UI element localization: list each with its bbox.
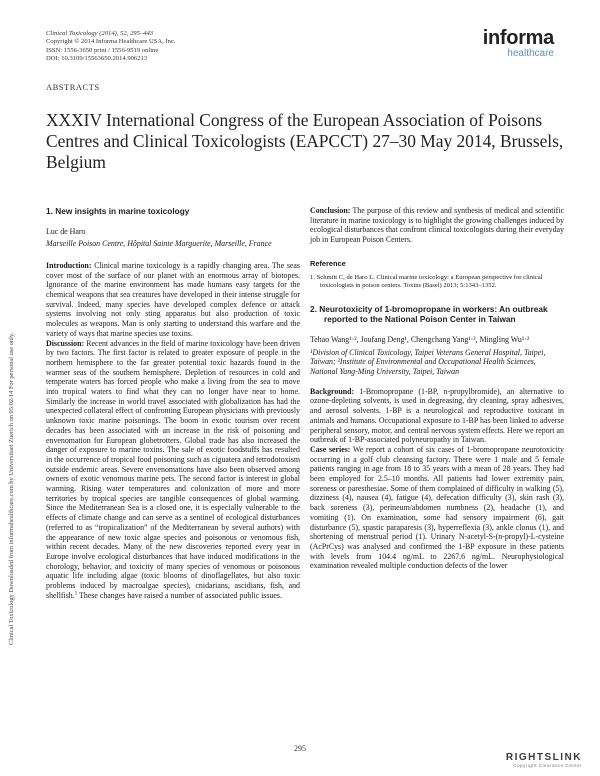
bg-text: 1-Bromopropane (1-BP, n-propylbromide), an alternative to ozone-depleting solvents, is used in degreasing, dry cleaning, spray adhesives, and aerosol solvents. 1-BP is a neurological and reproductive toxicant in animals and humans. Occupational exposure to 1-BP has been linked to adverse peripheral sensory, motor, and central nervous system effects. Here we report an outbreak of 1-BP-associated polyneuropathy in Taiwan. [310, 386, 564, 445]
concl-text: The purpose of this review and synthesis of medical and scientific literature in marine toxicology is to highlight the growing challenges induced by ecological disturbances that confront clinical toxicologists during their everyday job in European Poison Centers. [310, 206, 564, 245]
section-label: ABSTRACTS [46, 82, 100, 92]
case-lead: Case series: [310, 444, 351, 454]
copyright-line: Copyright © 2014 Informa Healthcare USA, Inc. [46, 38, 176, 46]
abstract-1-affiliation: Marseille Poison Centre, Hôpital Sainte Marguerite, Marseille, France [46, 239, 272, 249]
brand-sub: healthcare [507, 48, 554, 59]
abstract-2-authors: Tehao Wang¹·², Joufang Deng¹, Chengchang Yang¹·², Mingling Wu¹·² [310, 334, 530, 344]
brand-name: informa [482, 27, 554, 49]
case-text: We report a cohort of six cases of 1-bromopropane neurotoxicity occurring in a golf club cleansing factory. There were 1 male and 5 female patients ranging in age from 18 to 35 years with a mean of 28 years. They had been employed for 2.5–10 months. All patients had lower extremity pain, soreness or paresthesiae. Some of them complained of difficulty in walking (5), dizziness (4), nausea (4), fatigue (4), defecation difficulty (3), skin rash (3), back soreness (3), perineum/abdomen numbness (2), headache (1), and vomiting (1). On examination, some had sensory impairment (6), gait disturbance (5), spastic paraparesis (3), hyperreflexia (3), ankle clonus (1), and shortening of menstrual period (1). Urinary N-acetyl-S-(n-propyl)-L-cysteine (AcPrCys) was analysed and confirmed the 1-BP exposure in these patients with levels from 104.4 ng/mL to 2267.6 ng/mL. Neurophysiological examination revealed multiple conduction defects of the lower [310, 444, 564, 571]
abstract-2-background [310, 387, 564, 445]
abstract-1-introduction [46, 261, 300, 339]
disc-lead: Discussion: [46, 338, 85, 348]
sidebar-note-text: Clinical Toxicology Downloaded from informahealthcare.com by Universitaet Zuerich on 05/02/14 For personal use only. [8, 332, 15, 645]
abstract-1-author: Luc de Haro [46, 226, 86, 236]
concl-lead: Conclusion: [310, 206, 351, 215]
intro-text: Clinical marine toxicology is a rapidly changing area. The seas cover most of the surface of our planet with an enormous array of biotopes. Ignorance of the marine environment has made humans easy targets for the chemical weapons that sea creatures have developed in their intense struggle for survival. Indeed, many species have developed complex defence or attack systems involving not only sting apparatus but also production of toxic molecules as weapons. Man is only starting to understand this warfare and the variety of ways that marine species use toxins. [46, 260, 300, 338]
issn-line: ISSN: 1556-3650 print / 1556-9519 online [46, 46, 159, 54]
disc-text: Recent advances in the field of marine toxicology have been driven by two factors. The first factor is related to greater exposure of people in the northern hemisphere to the far greater potential toxic hazards found in the warmer seas of the southern hemisphere. Depletion of resources in cold and temperate waters has forced people who make a living from the sea to move into tropical waters to find what they can no longer have near to home. Similarly the increase in world travel associated with globalization has had the unexpected collateral effect of confronting European physicians with previously unknown toxic marine poisonings. The boom in exotic tourism over recent decades has been associated with an increase in the risk of poisoning and envenomation for European globetrotters. Global trade has also increased the danger of exposure to marine toxins. The sale of exotic foodstuffs has resulted in the occurrence of tropical food poisoning such as ciguatera and tetrodotoxism outside endemic areas. Severe envenomations have also been observed among owners of exotic venomous marine pets. The second factor is interest in global warming. Rising water temperatures and colonization of more and more territories by tropical species are tangible consequences of global warming. Since the Mediterranean Sea is a closed one, it is especially vulnerable to the effects of climate change and can serve as a sentinel of ecological disturbances (referred to as “tropicalization” of the Mediterranean by several authors) with the appearance of new toxic algae species and poisonous or venomous fish, within recent decades. Many of the new discoveries reported every year in Europe involve ecological disturbances that have induced modifications in the chorology, behavior, and toxicity of many species of venomous or poisonous aquatic life including algae (toxic blooms of dinoflagellates, but also toxic problems induced by macroalgae species), cnidarians, ascidians, fish, and shellfish. [46, 338, 300, 600]
abstract-2-heading: 2. Neurotoxicity of 1-bromopropane in workers: An outbreak reported to the National Poison Center in Taiwan [310, 303, 548, 325]
doi-line: DOI: 10.3109/15563650.2014.906213 [46, 54, 148, 62]
rightslink-sub: Copyright Clearance Center [513, 763, 582, 768]
left-column [46, 206, 300, 601]
rightslink-logo[interactable] [506, 752, 582, 768]
page-number: 295 [294, 744, 306, 753]
intro-lead: Introduction: [46, 260, 92, 270]
right-column [310, 206, 564, 571]
disc-citation: 1 [74, 591, 78, 597]
abstract-2-case-series [310, 445, 564, 571]
informa-healthcare-logo [483, 28, 554, 59]
abstract-1-discussion [46, 339, 300, 601]
journal-header [46, 30, 176, 63]
download-sidebar-note [8, 175, 22, 645]
abstract-2-affiliation: ¹Division of Clinical Toxicology, Taipei Veterans General Hospital, Taipei, Taiwan; ²Institute of Environmental and Occupational Health Sciences, National Yang-Ming University, Taipei, Taiwan [310, 347, 546, 377]
journal-line: Clinical Toxicology (2014), 52, 295–443 [46, 30, 154, 37]
disc-text-end: These changes have raised a number of associated public issues. [77, 590, 282, 600]
abstract-1-conclusion [310, 206, 564, 245]
reference-item: 1. Schmitt C, de Haro L. Clinical marine toxicology: a European perspective for clinical toxicologists in poison centers. Toxins (Basel) 2013; 5:1343–1352. [310, 273, 543, 289]
reference-heading: Reference [310, 258, 346, 268]
rightslink-name: RIGHTSLINK [505, 752, 582, 763]
page-title: XXXIV International Congress of the European Association of Poisons Centres and Clinical Toxicologists (EAPCCT) 27–30 May 2014, Brussels, Belgium [46, 110, 564, 172]
abstract-1-heading: 1. New insights in marine toxicology [46, 206, 190, 216]
bg-lead: Background: [310, 386, 355, 396]
